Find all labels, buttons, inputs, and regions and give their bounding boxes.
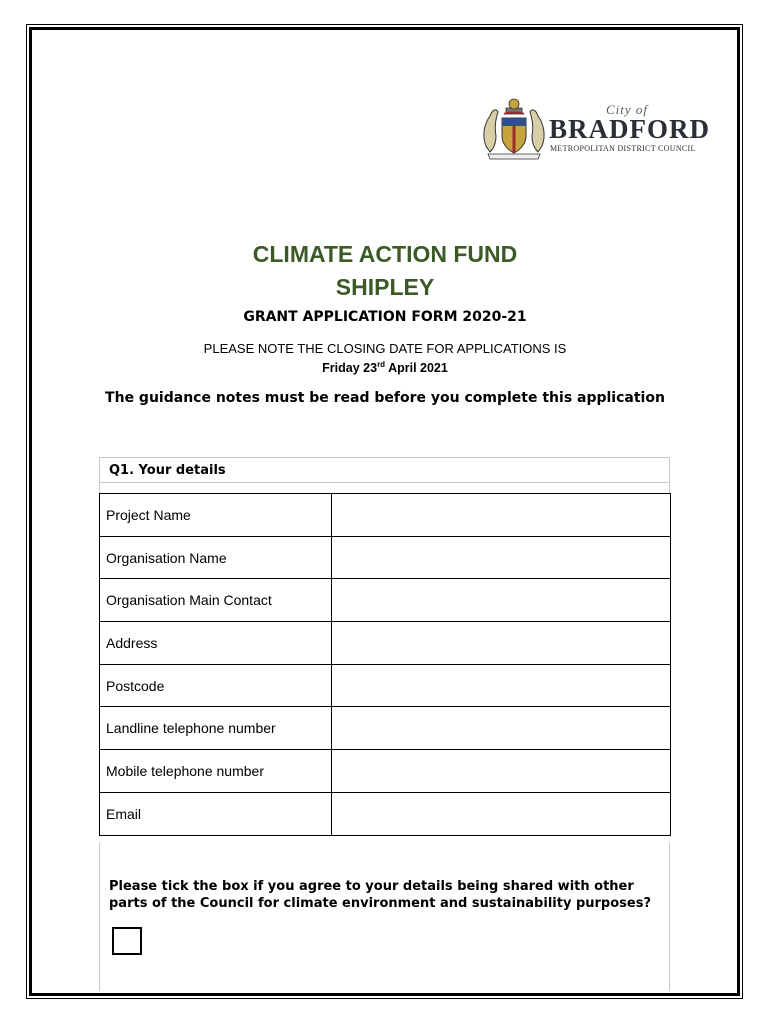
details-row-input[interactable] [332,707,671,750]
details-row-label: Landline telephone number [100,707,332,750]
details-row-input[interactable] [332,622,671,665]
closing-date-note [0,341,770,376]
q1-section-header [99,457,670,483]
q1-heading: Q1. Your details [109,463,226,478]
consent-question: Please tick the box if you agree to your details being shared with other parts of the Council for climate environment and sustainability purposes? [109,879,651,911]
logo-name: BRADFORD [549,114,710,144]
details-row-label: Mobile telephone number [100,750,332,793]
details-row [100,579,671,622]
details-row-input[interactable] [332,579,671,622]
details-row-input[interactable] [332,792,671,835]
details-row-label: Project Name [100,494,332,537]
section-spacer [99,483,670,493]
details-table [99,493,671,836]
details-row-input[interactable] [332,750,671,793]
details-row-input[interactable] [332,664,671,707]
details-row-label: Organisation Name [100,536,332,579]
details-row [100,494,671,537]
page-title [0,238,770,304]
closing-date-line: PLEASE NOTE THE CLOSING DATE FOR APPLICATIONS IS [203,341,567,356]
details-row-input[interactable] [332,494,671,537]
title-line-2: SHIPLEY [335,274,435,300]
details-row-label: Address [100,622,332,665]
details-row-label: Postcode [100,664,332,707]
guidance-notice: The guidance notes must be read before you complete this application [105,390,665,406]
form-subtitle: GRANT APPLICATION FORM 2020-21 [243,309,527,325]
logo-city-of: City of [606,102,649,117]
details-row [100,622,671,665]
details-row [100,792,671,835]
consent-section [99,843,670,991]
bradford-council-logo [480,96,720,160]
details-row [100,664,671,707]
details-row [100,536,671,579]
details-row [100,750,671,793]
details-row-label: Email [100,792,332,835]
consent-checkbox[interactable] [112,927,142,955]
details-row-input[interactable] [332,536,671,579]
details-row-label: Organisation Main Contact [100,579,332,622]
details-row [100,707,671,750]
title-line-1: CLIMATE ACTION FUND [252,241,518,267]
coat-of-arms-icon [480,96,548,160]
closing-date: Friday 23rd April 2021 [322,360,448,376]
logo-subtitle: METROPOLITAN DISTRICT COUNCIL [550,144,696,153]
